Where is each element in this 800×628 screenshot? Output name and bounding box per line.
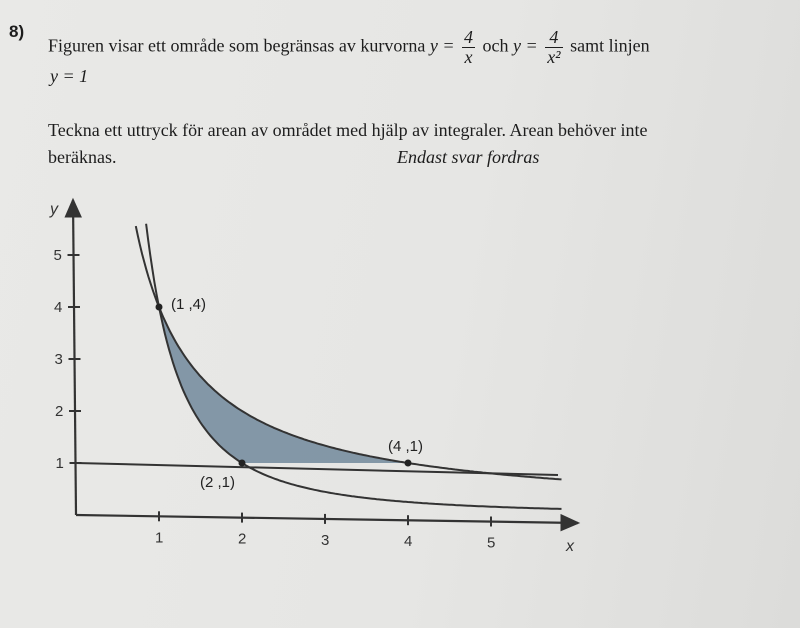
line-equation: y = 1 <box>50 66 89 86</box>
intro-text: Figuren visar ett område som begränsas av kurvorna <box>48 35 426 56</box>
curve-4-over-x <box>136 226 562 479</box>
answer-note: Endast svar fordras <box>397 147 540 167</box>
y-equals-1: y = <box>429 35 455 56</box>
fraction-numerator: 4 <box>545 28 562 48</box>
tail-text: samt linjen <box>570 35 650 56</box>
y-equals-2: y = <box>513 35 538 56</box>
task-text: Teckna ett uttryck för arean av området med hjälp av integraler. Arean behöver inte <box>48 120 648 140</box>
x-tick-label: 2 <box>238 530 247 548</box>
fraction-denominator: x <box>464 46 473 67</box>
shaded-region <box>159 307 408 463</box>
intersection-point <box>239 460 246 467</box>
intersection-point <box>405 460 412 467</box>
x-tick-label: 1 <box>155 529 164 547</box>
point-label: (2 ,1) <box>200 474 236 491</box>
x-tick-label: 4 <box>404 533 413 551</box>
y-tick-label: 4 <box>54 299 63 316</box>
x-axis <box>76 515 578 523</box>
x-tick-label: 5 <box>487 534 496 552</box>
conjunction-text: och <box>482 35 509 56</box>
fraction-numerator: 4 <box>464 27 474 47</box>
question-number: 8) <box>9 22 25 41</box>
line-y-equals-1 <box>76 463 558 475</box>
x-axis-label: x <box>566 538 574 555</box>
y-axis <box>73 200 76 515</box>
y-tick-label: 5 <box>53 247 62 264</box>
fraction-denominator: x² <box>547 46 561 67</box>
x-tick-label: 3 <box>321 531 330 549</box>
y-axis-label: y <box>50 201 58 218</box>
intersection-point <box>156 304 163 311</box>
y-tick-label: 1 <box>55 455 64 472</box>
point-label: (4 ,1) <box>388 438 424 455</box>
y-tick-label: 2 <box>55 403 64 420</box>
point-label: (1 ,4) <box>171 296 207 313</box>
y-tick-label: 3 <box>54 351 63 368</box>
task-text-continued: beräknas. <box>48 147 117 167</box>
